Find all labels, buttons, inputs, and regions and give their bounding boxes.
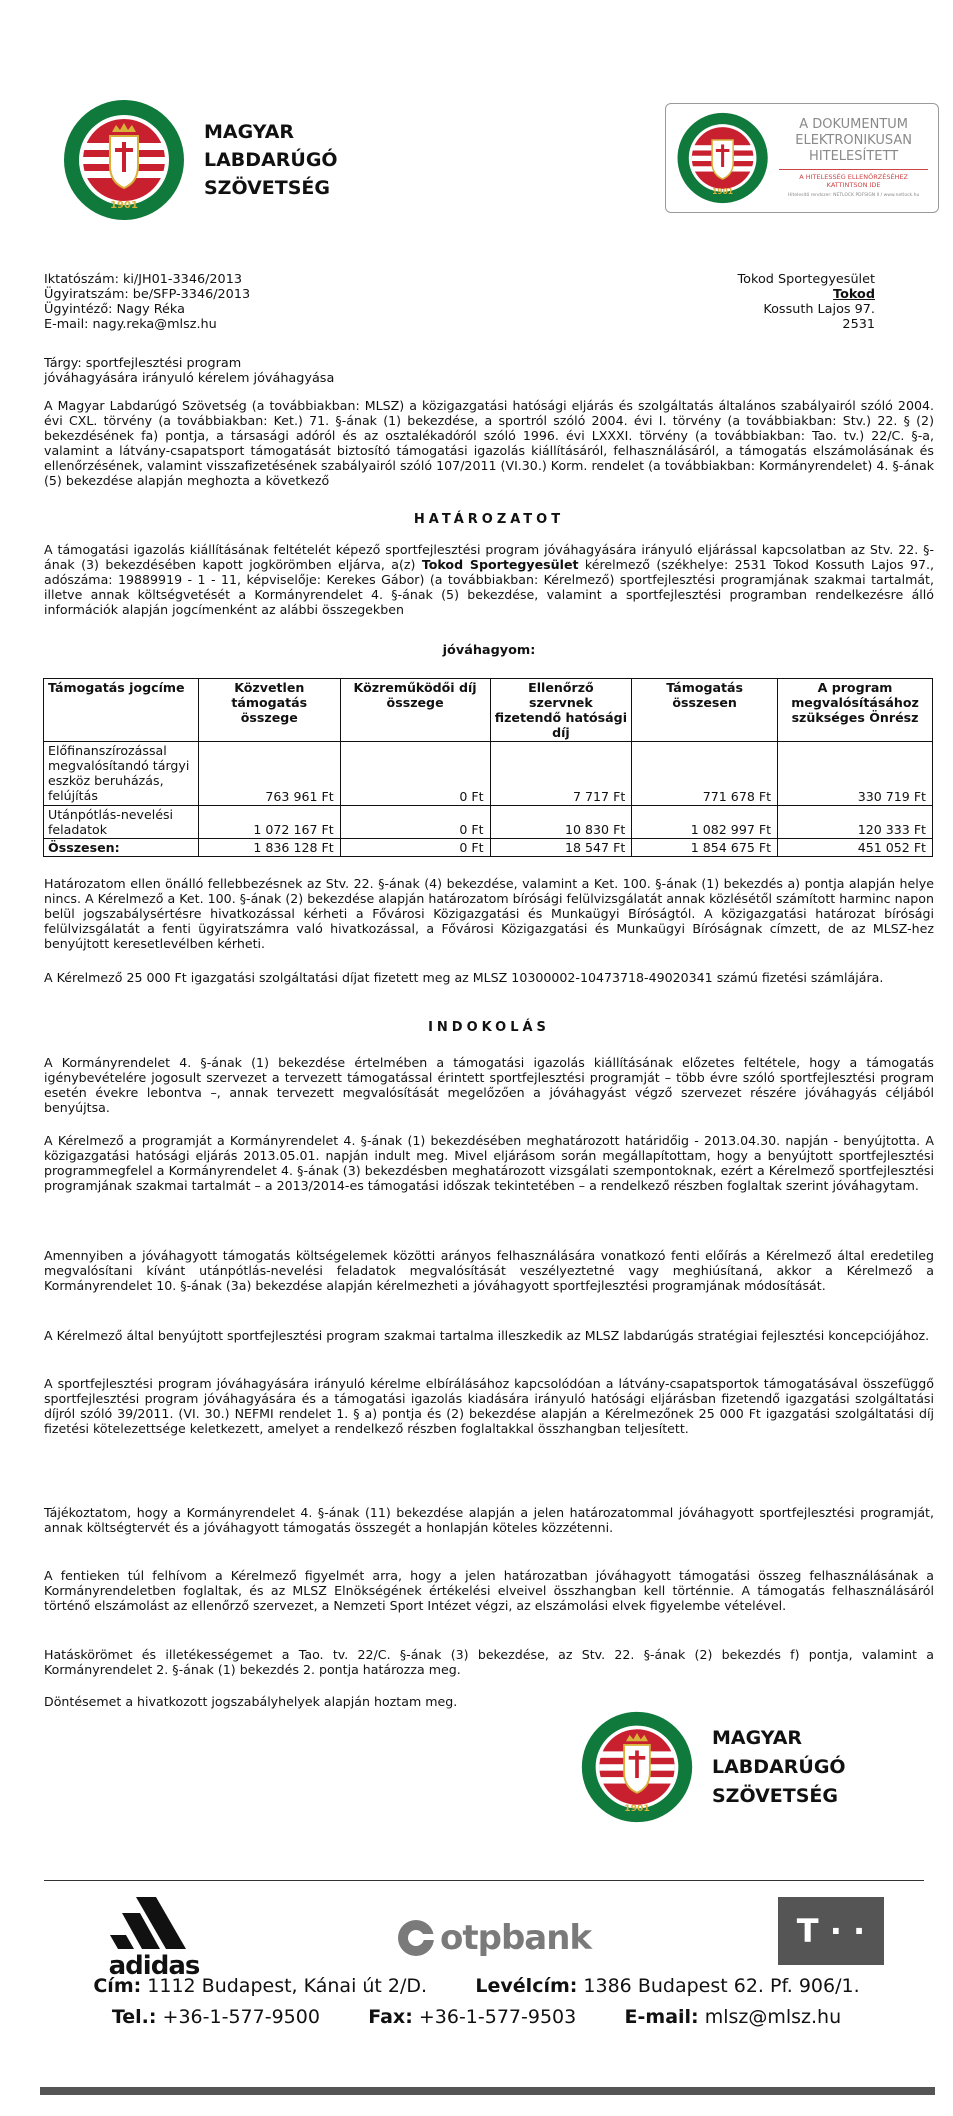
recipient-org: Tokod Sportegyesület bbox=[737, 272, 875, 287]
reason-paragraph-7: A fentieken túl felhívom a Kérelmező figyelmét arra, hogy a jelen határozatban jóváhagyott támogatási összeg felhasználásának a Kormányrendeletben foglaltak, és az MLSZ Elnökségének értékelési elveivel összhangban kell történnie. A támogatás felhasználásáról történő elszámolást az ellenőrző szervezet, a Nemzeti Sport Intézet végzi, az elszámolási elvek figyelembe vételével. bbox=[44, 1568, 934, 1613]
subject bbox=[44, 356, 644, 386]
svg-text:1901: 1901 bbox=[712, 187, 734, 197]
mlsz-logo-header bbox=[62, 98, 338, 222]
ugyintezo: Ügyintéző: Nagy Réka bbox=[44, 302, 185, 317]
col-header: Támogatás összesen bbox=[632, 679, 778, 742]
email-label: E-mail: bbox=[624, 2006, 699, 2028]
col-header: Támogatás jogcíme bbox=[44, 679, 199, 742]
table-header-row bbox=[44, 679, 933, 742]
svg-text:1901: 1901 bbox=[624, 1803, 650, 1815]
reason-paragraph-2: A Kérelmező a programját a Kormányrendelet 4. §-ának (1) bekezdésében meghatározott határidőig - 2013.04.30. napján - benyújtotta. A közigazgatási hatósági eljárás 2013.05.01. napján indult meg. Mivel eljárásom során megállapítottam, hogy a benyújtott sportfejlesztési programmegfelel a Kormányrendelet 4. §-ának (3) bekezdésben meghatározott vizsgálati szempontoknak, ezért a Kérelmező sportfejlesztési programjának szakmai tartalmát – a 2013/2014-es támogatási időszak tekintetében – a rendelkező részben foglaltak szerint jóváhagytam. bbox=[44, 1133, 934, 1193]
intro-paragraph: A Magyar Labdarúgó Szövetség (a továbbiakban: MLSZ) a közigazgatási hatósági eljárás és szolgáltatás általános szabályairól szóló 2004. évi CXL. törvény (a továbbiakban: Ket.) 71. §-ának (1) bekezdése, a sportról szóló 2004. évi I. törvény (a továbbiakban: Stv.) 22. § (2) bekezdésének fa) pontja, a társasági adóról és az osztalékadóról szóló 1996. évi LXXXI. törvény (a továbbiakban: Tao. tv.) 22/C. §-a, valamint a látvány-csapatsport támogatását biztosító támogatási igazolás kiállításáról, felhasználásáról, a támogatás elszámolásának és ellenőrzésének, valamint visszafizetésének szabályairól szóló 107/2011 (VI.30.) Korm. rendelet (a továbbiakban: Kormányrendelet) 4. §-ának (5) bekezdése alapján meghozta a következő bbox=[44, 398, 934, 488]
phone-label: Tel.: bbox=[111, 2006, 157, 2028]
brand-line-1: MAGYAR bbox=[712, 1726, 803, 1749]
mlsz-crest-icon bbox=[580, 1710, 694, 1824]
heading-decision: HATÁROZATOT bbox=[413, 512, 565, 527]
fax-value: +36-1-577-9503 bbox=[418, 2006, 577, 2028]
reason-paragraph-4: A Kérelmező által benyújtott sportfejlesztési program szakmai tartalma illeszkedik az MLSZ labdarúgás stratégiai fejlesztési koncepciójához. bbox=[44, 1328, 930, 1343]
brand-line-2: LABDARÚGÓ bbox=[204, 149, 338, 171]
mlsz-logo-stamp bbox=[580, 1710, 846, 1824]
col-header: Közreműködői díj összege bbox=[340, 679, 490, 742]
mlsz-crest-icon bbox=[676, 111, 769, 205]
footer-divider bbox=[44, 1880, 924, 1881]
adidas-logo bbox=[104, 1895, 204, 1981]
heading-reason: INDOKOLÁS bbox=[428, 1020, 550, 1035]
col-header: Közvetlen támogatás összege bbox=[198, 679, 340, 742]
svg-text:1901: 1901 bbox=[110, 200, 138, 211]
reason-paragraph-3: Amennyiben a jóváhagyott támogatás költségelemek közötti arányos felhasználására vonatkozó fenti előírás a Kérelmező által eredetileg megvalósítani kívánt utánpótlás-nevelési feladatok megvalósítását veszélyeztetné vagy meghiúsítaná, akkor a Kérelmező a Kormányrendelet 10. §-ának (3a) bekezdése alapján kérelmezheti a jóváhagyott sportfejlesztési programjának módosítását. bbox=[44, 1248, 934, 1293]
reason-paragraph-9: Döntésemet a hivatkozott jogszabályhelyek alapján hoztam meg. bbox=[44, 1694, 458, 1709]
brand-line-3: SZÖVETSÉG bbox=[712, 1784, 839, 1807]
footer-bottom-bar bbox=[40, 2087, 935, 2095]
phone-value: +36-1-577-9500 bbox=[162, 2006, 320, 2028]
auth-title-1: A DOKUMENTUM bbox=[799, 117, 909, 132]
table-row: Utánpótlás-nevelési feladatok 1 072 167 Ft 0 Ft 10 830 Ft 1 082 997 Ft 120 333 Ft bbox=[44, 806, 933, 839]
footer-address-line bbox=[0, 1974, 953, 1998]
otpbank-wordmark: otpbank bbox=[440, 1917, 592, 1958]
sponsor-row bbox=[0, 1895, 953, 1981]
address-label: Cím: bbox=[93, 1975, 142, 1997]
footer-contact-line bbox=[0, 2005, 953, 2029]
mail-value: 1386 Budapest 62. Pf. 906/1. bbox=[583, 1975, 860, 1997]
brand-line-3: SZÖVETSÉG bbox=[204, 177, 331, 199]
grant-table bbox=[43, 678, 933, 857]
appeal-paragraph: Határozatom ellen önálló fellebbezésnek az Stv. 22. §-ának (4) bekezdése, valamint a Ket. 100. §-ának (1) bekezdés a) pontja alapján helye nincs. A Kérelmező a Ket. 100. §-ának (2) bekezdése alapján határozatom bírósági felülvizsgálatát annak közlésétől számított harminc napon belül jogszabálysértésre hivatkozással kérheti a Fővárosi Közigazgatási és Munkaügyi Bíróságtól. A közigazgatási határozat bírósági felülvizsgálatát a fenti ügyiratszámra való hivatkozással, a Fővárosi Közigazgatási és Munkaügyi Bíróságnak címzett, de az MLSZ-hez benyújtott keresetlevélben kérheti. bbox=[44, 876, 934, 951]
otp-swirl-icon bbox=[396, 1918, 436, 1958]
table-row: Előfinanszírozással megvalósítandó tárgyi eszköz beruházás, felújítás 763 961 Ft 0 Ft 7 717 Ft 771 678 Ft 330 719 Ft bbox=[44, 742, 933, 806]
adidas-wordmark: adidas bbox=[108, 1951, 200, 1981]
reason-paragraph-5: A sportfejlesztési program jóváhagyására irányuló kérelme elbírálásához kapcsolódóan a látvány-csapatsportok támogatásával összefüggő sportfejlesztési program jóváhagyására és a támogatási igazolás kiadására irányuló hatósági eljárásban fizetendő igazgatási szolgáltatási díjról szóló 39/2011. (VI. 30.) NEFMI rendelet 1. § a) pontja és (2) bekezdése alapján a Kérelmezőnek 25 000 Ft igazgatási szolgáltatási díj fizetési kötelezettsége keletkezett, amelyet a rendelkező részben foglaltakkal összhangban teljesített. bbox=[44, 1376, 934, 1436]
reason-paragraph-8: Hatáskörömet és illetékességemet a Tao. tv. 22/C. §-ának (3) bekezdése, az Stv. 22. §-ának (2) bekezdés f) pontja, valamint a Kormányrendelet 2. §-ának (1) bekezdés 2. pontja határozza meg. bbox=[44, 1647, 934, 1677]
iktatoszam: Iktatószám: ki/JH01-3346/2013 bbox=[44, 272, 242, 287]
otpbank-logo bbox=[396, 1913, 596, 1963]
brand-line-2: LABDARÚGÓ bbox=[712, 1755, 846, 1778]
recipient-zip: 2531 bbox=[842, 317, 875, 332]
fee-paragraph: A Kérelmező 25 000 Ft igazgatási szolgáltatási díjat fizetett meg az MLSZ 10300002-10473718-49020341 számú fizetési számlájára. bbox=[44, 970, 884, 985]
table-total-row: Összesen: 1 836 128 Ft 0 Ft 18 547 Ft 1 854 675 Ft 451 052 Ft bbox=[44, 839, 933, 857]
recipient-address bbox=[575, 272, 875, 332]
auth-tiny: Hitelesítő rendszer: NETLOCK PDFSIGN II / www.netlock.hu bbox=[787, 193, 920, 198]
file-metadata bbox=[44, 272, 474, 332]
applicant-name: Tokod Sportegyesület bbox=[421, 557, 579, 572]
telekom-logo: T · · bbox=[778, 1897, 884, 1965]
subject-line-2: jóváhagyására irányuló kérelem jóváhagyása bbox=[44, 371, 335, 386]
auth-sub-1: A HITELESSÉG ELLENŐRZÉSÉHEZ bbox=[799, 173, 908, 181]
adidas-stripes-icon bbox=[104, 1895, 204, 1951]
fax-label: Fax: bbox=[368, 2006, 413, 2028]
subject-line-1: Tárgy: sportfejlesztési program bbox=[44, 356, 242, 371]
auth-title-2: ELEKTRONIKUSAN bbox=[795, 133, 912, 148]
col-header: A program megvalósításához szükséges Önrész bbox=[778, 679, 933, 742]
recipient-street: Kossuth Lajos 97. bbox=[763, 302, 875, 317]
reason-paragraph-1: A Kormányrendelet 4. §-ának (1) bekezdése értelmében a támogatási igazolás kiállításának előzetes feltétele, hogy a támogatás igénybevételére jogosult szervezet a tervezett támogatással érintett sportfejlesztési programját – több évre szóló sportfejlesztési program esetén évekre lebontva –, annak tervezett megvalósítását megelőzően a jóváhagyást végző szervezet részére jóváhagyás céljából benyújtsa. bbox=[44, 1055, 934, 1115]
approve-label: jóváhagyom: bbox=[442, 643, 536, 658]
col-header: Ellenőrző szervnek fizetendő hatósági díj bbox=[490, 679, 632, 742]
ugyiratszam: Ügyiratszám: be/SFP-3346/2013 bbox=[44, 287, 251, 302]
contact-email: E-mail: nagy.reka@mlsz.hu bbox=[44, 317, 217, 332]
brand-line-1: MAGYAR bbox=[204, 121, 295, 143]
auth-sub-2: KATTINTSON IDE bbox=[826, 181, 881, 189]
mlsz-crest-icon bbox=[62, 98, 186, 222]
authentication-badge[interactable] bbox=[665, 103, 939, 213]
reason-paragraph-6: Tájékoztatom, hogy a Kormányrendelet 4. §-ának (11) bekezdése alapján a jelen határozatommal jóváhagyott sportfejlesztési programját, annak költségtervét és a jóváhagyott támogatás összegét a honlapján köteles közzétenni. bbox=[44, 1505, 934, 1535]
address-value: 1112 Budapest, Kánai út 2/D. bbox=[147, 1975, 428, 1997]
auth-title-3: HITELESÍTETT bbox=[809, 149, 899, 164]
decision-paragraph: A támogatási igazolás kiállításának feltételét képező sportfejlesztési program jóváhagyására irányuló eljárással kapcsolatban az Stv. 22. §-ának (3) bekezdésében kapott jogkörömben eljárva, a(z) Tokod Sportegyesület kérelmező (székhelye: 2531 Tokod Kossuth Lajos 97., adószáma: 19889919 - 1 - 11, képviselője: Kerekes Gábor) (a továbbiakban: Kérelmező) sportfejlesztési programjának szakmai tartalmát, illetve annak költségvetését a Kormányrendelet 4. §-ának (5) bekezdése, valamint a sportfejlesztési programban rendelkezésre álló információk alapján jogcímenként az alábbi összegekben bbox=[44, 542, 934, 617]
email-link[interactable]: mlsz@mlsz.hu bbox=[704, 2006, 842, 2028]
mail-label: Levélcím: bbox=[475, 1975, 578, 1997]
recipient-city: Tokod bbox=[833, 287, 875, 302]
